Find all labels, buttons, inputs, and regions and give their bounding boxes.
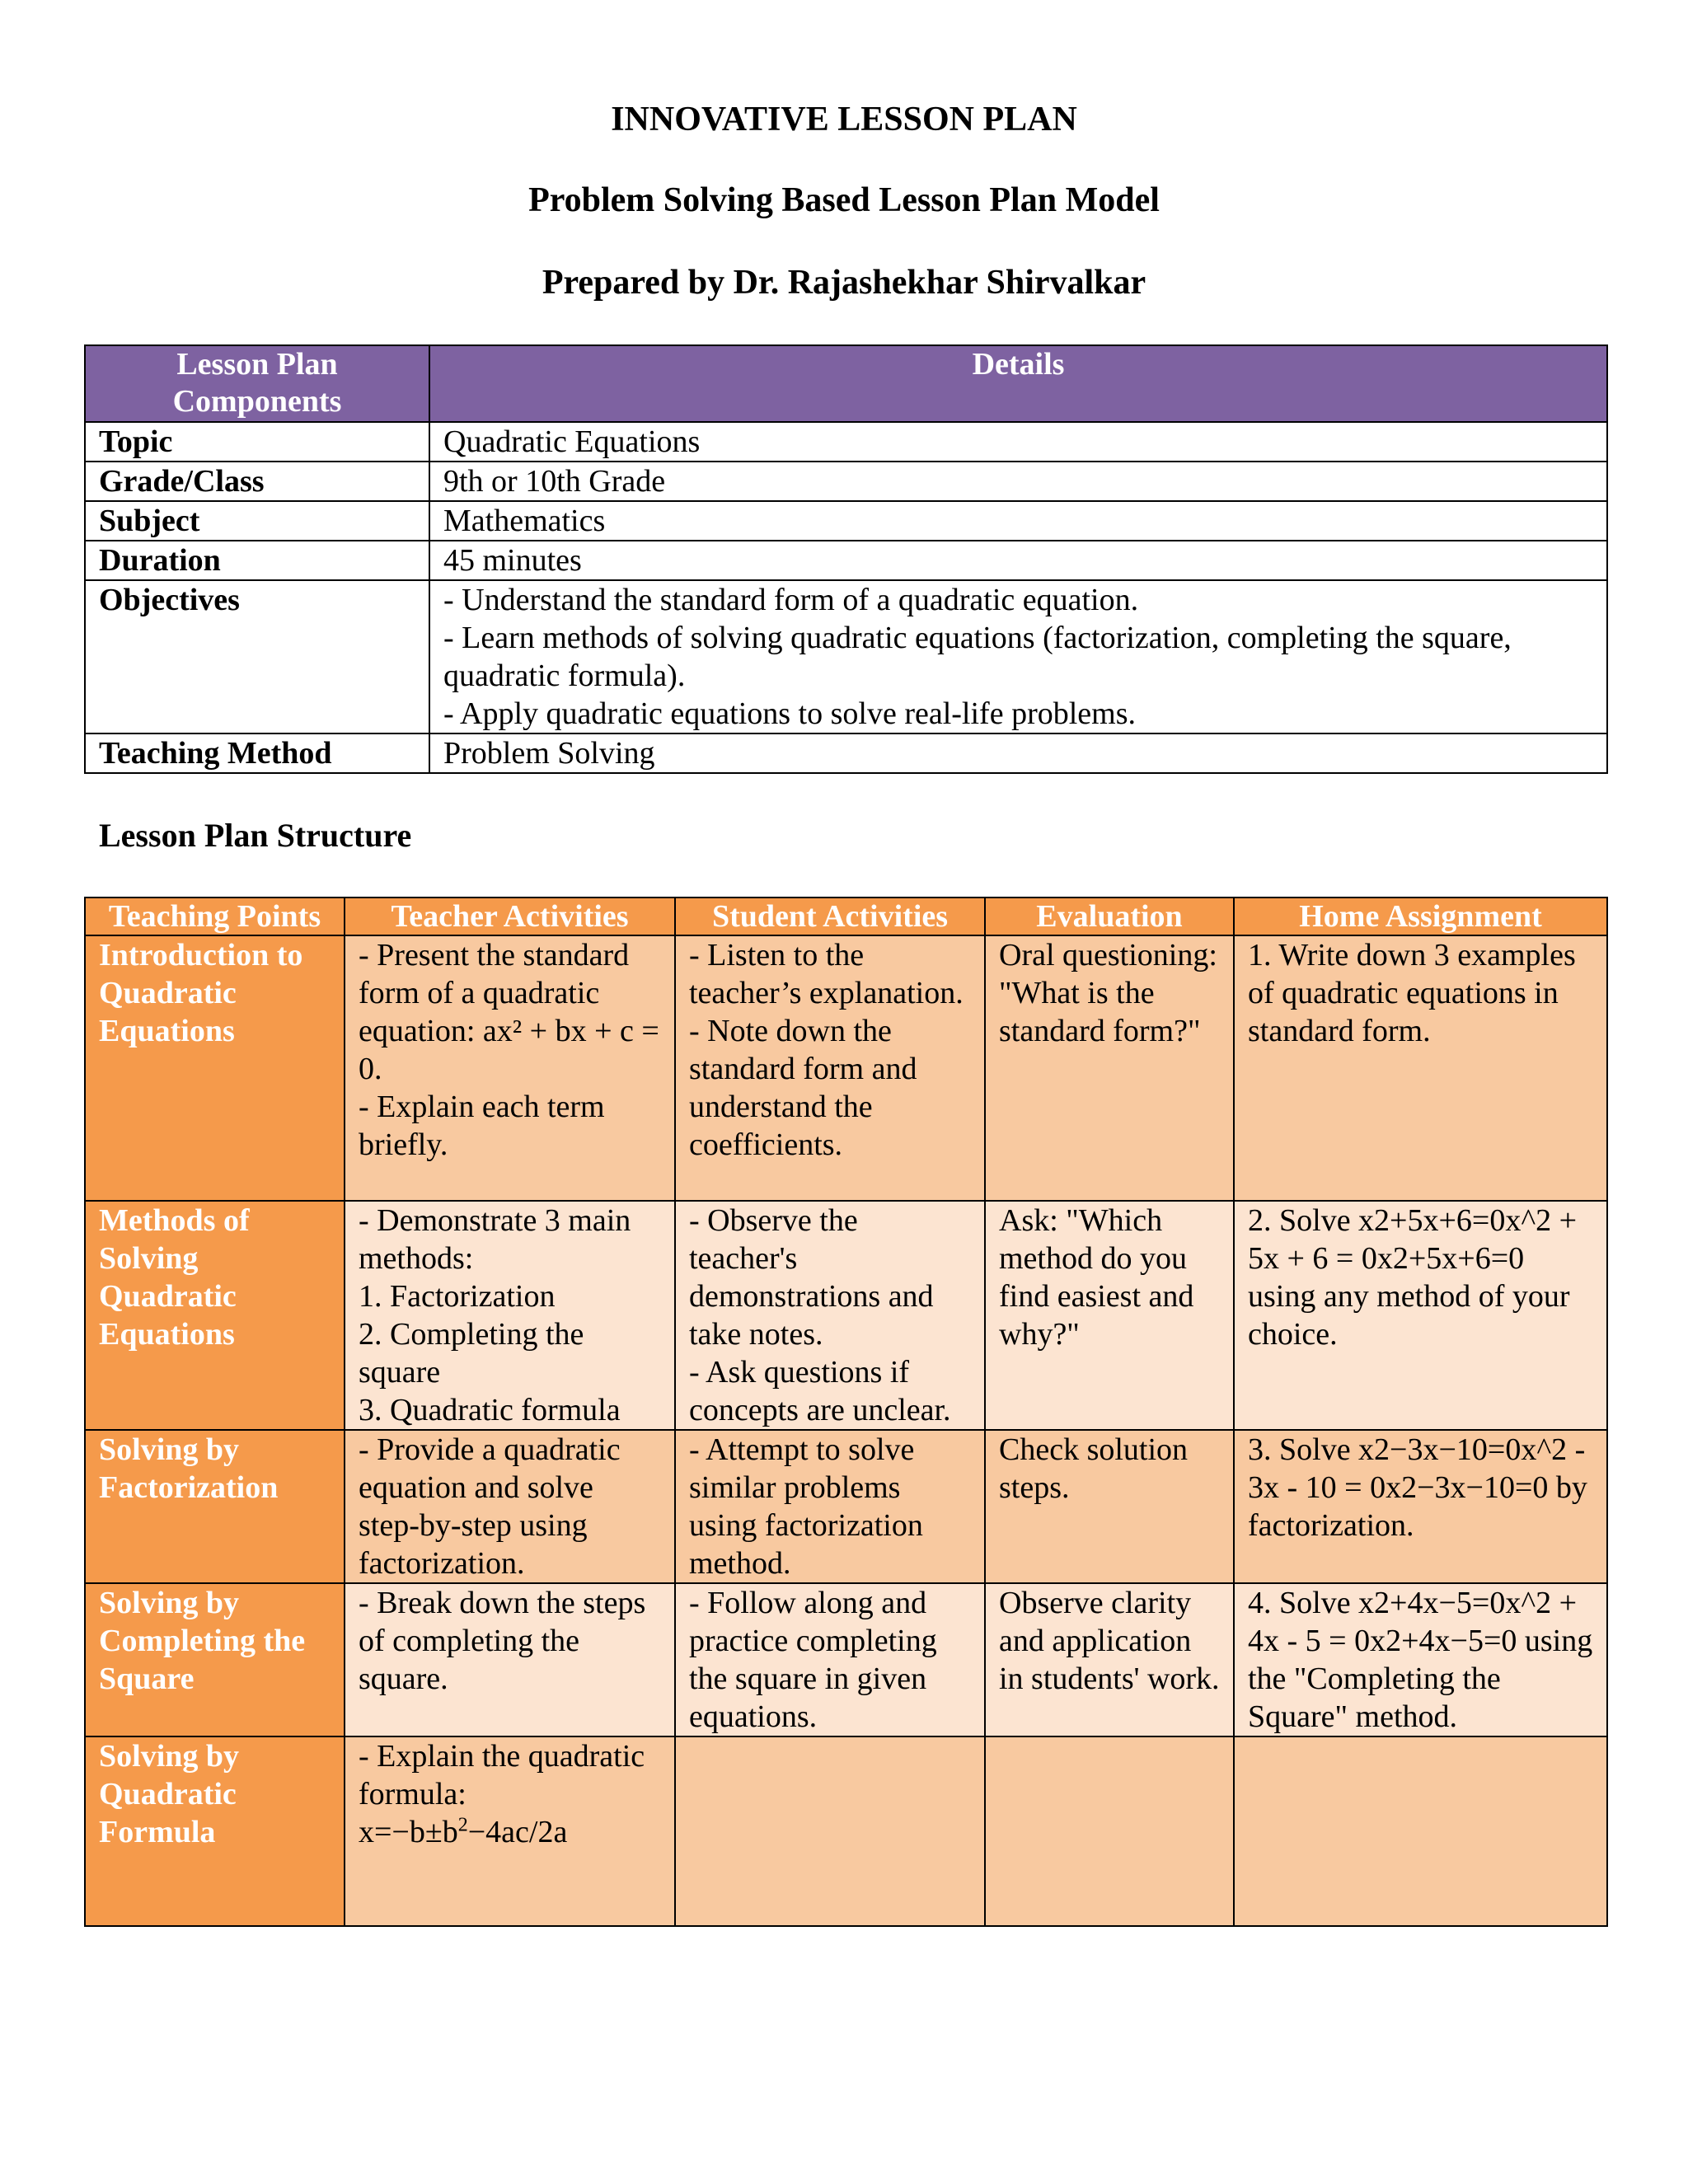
components-row (85, 462, 1607, 501)
cell-line: Check solution steps. (999, 1432, 1189, 1505)
cell-line: 3. Solve x2−3x−10=0x^2 - 3x - 10 = 0x2−3x−10=0 by factorization. (1248, 1432, 1587, 1543)
cell-line: 4. Solve x2+4x−5=0x^2 + 4x - 5 = 0x2+4x−5=0 using the "Completing the Square" method. (1248, 1586, 1593, 1734)
document-subtitle: Problem Solving Based Lesson Plan Model (528, 181, 1160, 219)
detail-line: Mathematics (443, 504, 606, 538)
component-label: Grade/Class (85, 462, 429, 501)
cell-line: - Break down the steps of completing the square. (359, 1586, 646, 1696)
header-home-assignment: Home Assignment (1234, 898, 1607, 935)
structure-row (85, 1736, 1607, 1926)
teacher-activities-cell (345, 1583, 675, 1736)
teaching-point-cell: Methods of Solving Quadratic Equations (85, 1201, 345, 1430)
home-assignment-cell (1234, 1736, 1607, 1926)
detail-line: Quadratic Equations (443, 424, 701, 459)
detail-line: 9th or 10th Grade (443, 464, 666, 499)
cell-line: Oral questioning: "What is the standard form?" (999, 938, 1217, 1048)
evaluation-cell (985, 1736, 1234, 1926)
components-row (85, 541, 1607, 580)
document-author: Prepared by Dr. Rajashekhar Shirvalkar (542, 264, 1146, 302)
cell-line: - Attempt to solve similar problems using factorization method. (689, 1432, 923, 1581)
student-activities-cell (675, 1430, 985, 1583)
cell-line: - Note down the standard form and understand the coefficients. (689, 1014, 917, 1162)
home-assignment-cell (1234, 1430, 1607, 1583)
components-header-details: Details (429, 345, 1607, 422)
components-table (84, 344, 1608, 774)
home-assignment-cell (1234, 1583, 1607, 1736)
formula-part: x=−b±b (359, 1815, 458, 1849)
quadratic-formula (359, 1813, 661, 1851)
structure-table (84, 897, 1608, 1927)
component-details (429, 501, 1607, 541)
teaching-point-cell: Solving by Factorization (85, 1430, 345, 1583)
detail-line: - Apply quadratic equations to solve real-life problems. (443, 696, 1136, 731)
header-evaluation: Evaluation (985, 898, 1234, 935)
cell-line: 2. Completing the square (359, 1317, 584, 1390)
header-teaching-points: Teaching Points (85, 898, 345, 935)
evaluation-cell (985, 935, 1234, 1201)
teacher-activities-cell (345, 1430, 675, 1583)
cell-line: - Provide a quadratic equation and solve step-by-step using factorization. (359, 1432, 621, 1581)
cell-line: - Observe the teacher's demonstrations and take notes. (689, 1203, 934, 1352)
detail-line: 45 minutes (443, 543, 582, 578)
header-teacher-activities: Teacher Activities (345, 898, 675, 935)
teacher-activities-cell (345, 1201, 675, 1430)
student-activities-cell (675, 1201, 985, 1430)
detail-line: - Learn methods of solving quadratic equations (factorization, completing the square, quadratic formula). (443, 621, 1512, 693)
components-row (85, 501, 1607, 541)
student-activities-cell (675, 1736, 985, 1926)
component-details (429, 422, 1607, 462)
teaching-point-cell: Solving by Completing the Square (85, 1583, 345, 1736)
components-header-row (85, 345, 1607, 422)
teaching-point-cell: Introduction to Quadratic Equations (85, 935, 345, 1201)
cell-line: Observe clarity and application in students' work. (999, 1586, 1220, 1696)
home-assignment-cell (1234, 935, 1607, 1201)
formula-exponent: 2 (457, 1814, 468, 1836)
student-activities-cell (675, 935, 985, 1201)
component-label: Duration (85, 541, 429, 580)
structure-row (85, 1201, 1607, 1430)
cell-line: - Explain the quadratic formula: (359, 1739, 645, 1811)
components-row (85, 422, 1607, 462)
evaluation-cell (985, 1583, 1234, 1736)
cell-line: 1. Write down 3 examples of quadratic equations in standard form. (1248, 938, 1576, 1048)
component-label: Teaching Method (85, 733, 429, 773)
cell-line: - Follow along and practice completing the square in given equations. (689, 1586, 937, 1734)
components-row (85, 580, 1607, 733)
teacher-activities-cell (345, 935, 675, 1201)
home-assignment-cell (1234, 1201, 1607, 1430)
formula-part: −4ac/2a (467, 1815, 568, 1849)
evaluation-cell (985, 1201, 1234, 1430)
cell-line: 3. Quadratic formula (359, 1393, 621, 1427)
cell-line: - Ask questions if concepts are unclear. (689, 1355, 951, 1427)
detail-line: Problem Solving (443, 736, 655, 771)
cell-line: 1. Factorization (359, 1279, 556, 1314)
component-details (429, 541, 1607, 580)
component-details (429, 462, 1607, 501)
student-activities-cell (675, 1583, 985, 1736)
component-label: Topic (85, 422, 429, 462)
evaluation-cell (985, 1430, 1234, 1583)
detail-line: - Understand the standard form of a quadratic equation. (443, 583, 1139, 617)
header-student-activities: Student Activities (675, 898, 985, 935)
structure-row (85, 1583, 1607, 1736)
cell-line: - Present the standard form of a quadratic equation: ax² + bx + c = 0. (359, 938, 659, 1086)
components-row (85, 733, 1607, 773)
cell-line: 2. Solve x2+5x+6=0x^2 + 5x + 6 = 0x2+5x+6=0 using any method of your choice. (1248, 1203, 1578, 1352)
document-title: INNOVATIVE LESSON PLAN (611, 101, 1077, 138)
component-details (429, 580, 1607, 733)
component-label: Subject (85, 501, 429, 541)
cell-line: Ask: "Which method do you find easiest and why?" (999, 1203, 1194, 1352)
structure-row (85, 1430, 1607, 1583)
teaching-point-cell: Solving by Quadratic Formula (85, 1736, 345, 1926)
components-header-label: Lesson Plan Components (85, 345, 429, 422)
structure-row (85, 935, 1607, 1201)
cell-line: - Demonstrate 3 main methods: (359, 1203, 631, 1276)
structure-header-row (85, 898, 1607, 935)
component-details (429, 733, 1607, 773)
cell-line: - Listen to the teacher’s explanation. (689, 938, 964, 1010)
component-label: Objectives (85, 580, 429, 733)
teacher-activities-cell (345, 1736, 675, 1926)
cell-line: - Explain each term briefly. (359, 1090, 605, 1162)
section-heading: Lesson Plan Structure (99, 817, 412, 854)
